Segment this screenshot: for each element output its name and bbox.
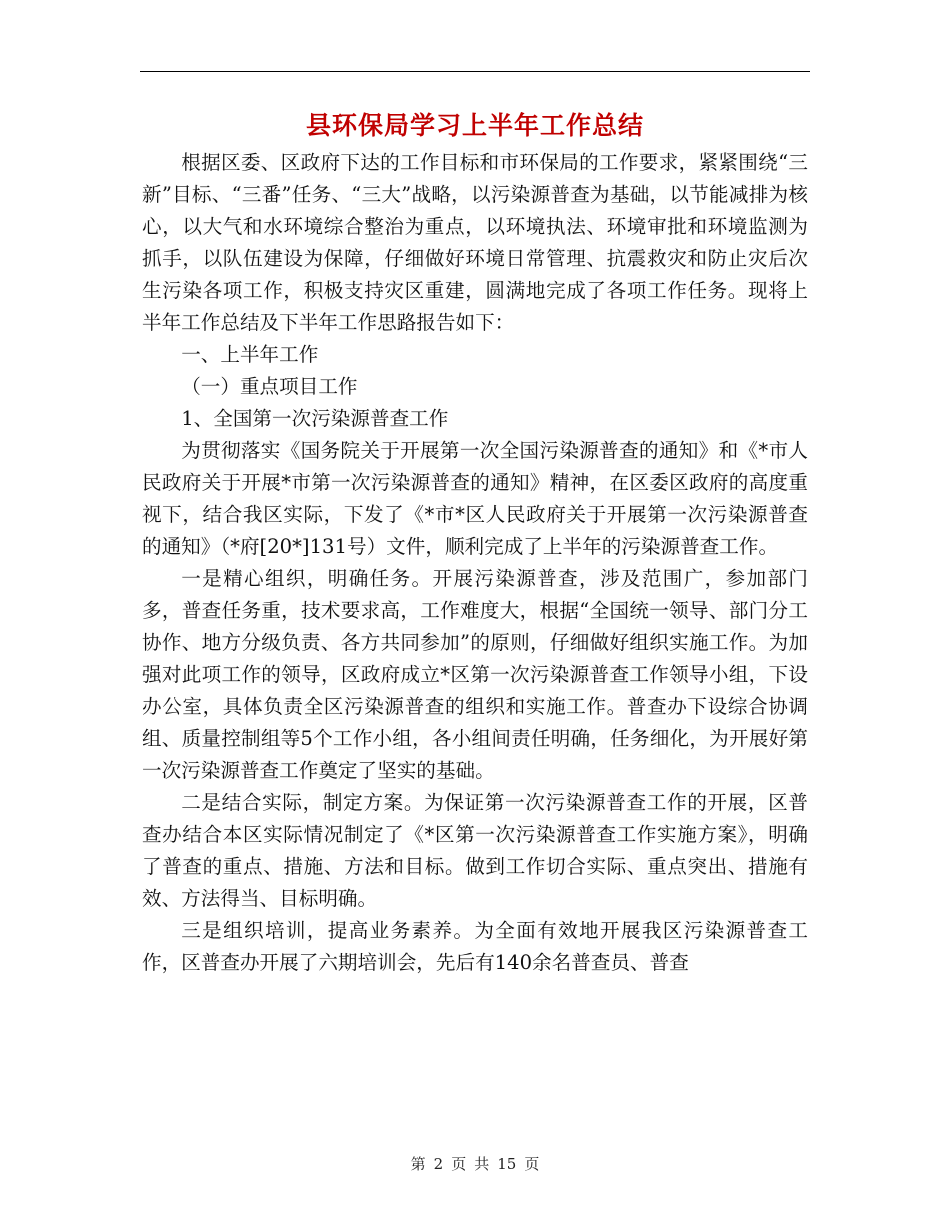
heading-section-1: 一、上半年工作	[181, 343, 319, 366]
paragraph-point-3: 三是组织培训，提高业务素养。为全面有效地开展我区污染源普查工作，区普查办开展了六期培训会，先后有140余名普查员、普查	[142, 919, 808, 974]
heading-subsection-1: （一）重点项目工作	[181, 375, 358, 398]
document-body	[142, 147, 808, 979]
footer-prefix: 第	[410, 1155, 426, 1173]
paragraph-point-1: 一是精心组织，明确任务。开展污染源普查，涉及范围广，参加部门多，普查任务重，技术要求高，工作难度大，根据“全国统一领导、部门分工协作、地方分级负责、各方共同参加”的原则，仔细做好组织实施工作。为加强对此项工作的领导，区政府成立*区第一次污染源普查工作领导小组，下设办公室，具体负责全区污染源普查的组织和实施工作。普查办下设综合协调组、质量控制组等5个工作小组，各小组间责任明确，任务细化，为开展好第一次污染源普查工作奠定了坚实的基础。	[142, 567, 808, 782]
header-rule	[140, 71, 810, 72]
heading-item-1: 1、全国第一次污染源普查工作	[181, 407, 449, 430]
paragraph-census: 为贯彻落实《国务院关于开展第一次全国污染源普查的通知》和《*市人民政府关于开展*市第一次污染源普查的通知》精神，在区委区政府的高度重视下，结合我区实际，下发了《*市*区人民政府关于开展第一次污染源普查的通知》（*府[20*]131号）文件，顺利完成了上半年的污染源普查工作。	[142, 439, 808, 558]
footer-page-word: 页	[451, 1155, 467, 1173]
footer-suffix: 页	[524, 1155, 540, 1173]
paragraph-intro: 根据区委、区政府下达的工作目标和市环保局的工作要求，紧紧围绕“三新”目标、“三番”任务、“三大”战略，以污染源普查为基础，以节能减排为核心，以大气和水环境综合整治为重点，以环境执法、环境审批和环境监测为抓手，以队伍建设为保障，仔细做好环境日常管理、抗震救灾和防止灾后次生污染各项工作，积极支持灾区重建，圆满地完成了各项工作任务。现将上半年工作总结及下半年工作思路报告如下：	[142, 151, 808, 334]
document-title: 县环保局学习上半年工作总结	[305, 111, 644, 140]
paragraph-point-2: 二是结合实际，制定方案。为保证第一次污染源普查工作的开展，区普查办结合本区实际情况制定了《*区第一次污染源普查工作实施方案》，明确了普查的重点、措施、方法和目标。做到工作切合实际、重点突出、措施有效、方法得当、目标明确。	[142, 791, 808, 910]
footer-total-label: 共	[474, 1155, 490, 1173]
page-footer	[0, 1153, 950, 1174]
footer-total-pages: 15	[497, 1155, 517, 1173]
footer-page-number: 2	[433, 1155, 444, 1173]
